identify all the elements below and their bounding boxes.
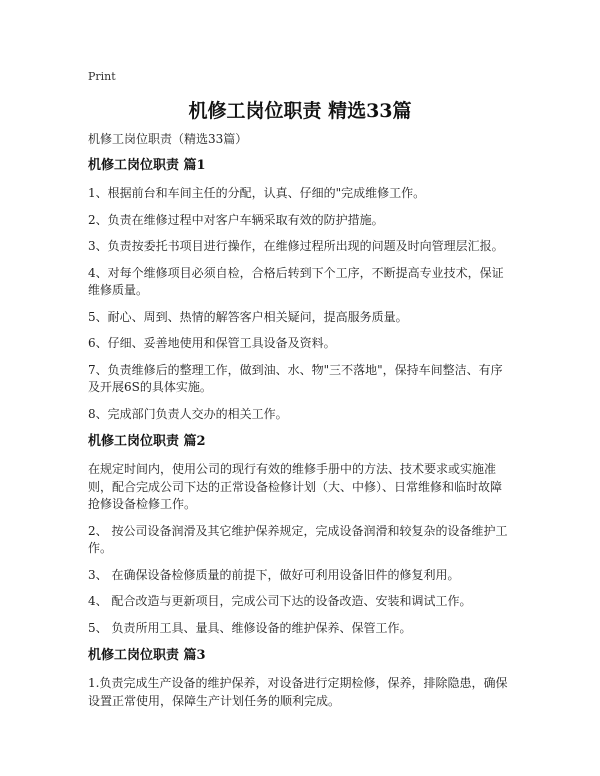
paragraph: 2、负责在维修过程中对客户车辆采取有效的防护措施。 [88,212,384,227]
section-heading: 机修工岗位职责 篇1 [88,158,206,173]
print-label: Print [88,70,116,83]
section-heading: 机修工岗位职责 篇2 [88,434,206,449]
paragraph: 8、完成部门负责人交办的相关工作。 [88,406,288,421]
paragraph: 1.负责完成生产设备的维护保养，对设备进行定期检修，保养，排除隐患，确保设置正常使用，保障生产计划任务的顺利完成。 [88,676,508,708]
paragraph: 4、 配合改造与更新项目，完成公司下达的设备改造、安装和调试工作。 [88,594,472,608]
paragraph: 2、 按公司设备润滑及其它维护保养规定，完成设备润滑和较复杂的设备维护工作。 [88,523,508,555]
section-2 [88,432,512,637]
paragraph: 3、负责按委托书项目进行操作，在维修过程所出现的问题及时向管理层汇报。 [88,239,504,253]
document-title: 机修工岗位职责 精选33篇 [188,100,412,122]
document-subtitle: 机修工岗位职责（精选33篇） [88,132,248,146]
section-1 [88,156,512,423]
section-3 [88,646,512,710]
paragraph: 7、负责维修后的整理工作，做到油、水、物"三不落地"，保持车间整洁、有序及开展6S的具体实施。 [88,362,503,394]
paragraph: 5、耐心、周到、热情的解答客户相关疑问，提高服务质量。 [88,309,408,324]
section-heading: 机修工岗位职责 篇3 [88,648,206,663]
paragraph: 6、仔细、妥善地使用和保管工具设备及资料。 [88,336,336,350]
paragraph: 4、对每个维修项目必须自检，合格后转到下个工序，不断提高专业技术，保证维修质量。 [88,265,504,297]
paragraph: 在规定时间内，使用公司的现行有效的维修手册中的方法、技术要求或实施准则，配合完成公司下达的正常设备检修计划（大、中修）、日常维修和临时故障抢修设备检修工作。 [88,462,503,511]
paragraph: 1、根据前台和车间主任的分配，认真、仔细的"完成维修工作。 [88,186,426,200]
paragraph: 5、 负责所用工具、量具、维修设备的维护保养、保管工作。 [88,620,412,635]
paragraph: 3、 在确保设备检修质量的前提下，做好可利用设备旧件的修复利用。 [88,567,460,582]
